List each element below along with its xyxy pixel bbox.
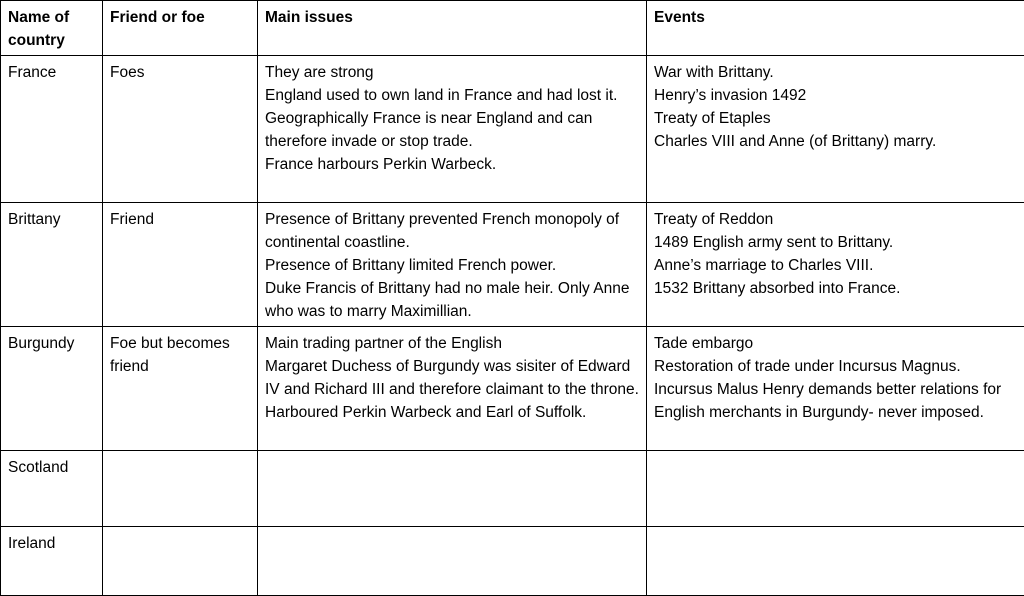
event-line: Henry’s invasion 1492 <box>654 84 1019 107</box>
issues-cell <box>258 327 647 451</box>
table-row <box>1 527 1024 596</box>
country-cell: France <box>1 56 103 203</box>
events-cell <box>647 327 1024 451</box>
events-cell <box>647 451 1024 527</box>
event-line: Restoration of trade under Incursus Magnus. <box>654 355 1019 378</box>
country-cell: Burgundy <box>1 327 103 451</box>
table-row <box>1 203 1024 327</box>
events-cell <box>647 527 1024 596</box>
status-cell: Friend <box>103 203 258 327</box>
header-friend-or-foe: Friend or foe <box>103 1 258 56</box>
issues-cell <box>258 451 647 527</box>
table-row <box>1 327 1024 451</box>
table-row <box>1 451 1024 527</box>
issue-line: Duke Francis of Brittany had no male heir. Only Anne who was to marry Maximillian. <box>265 277 639 323</box>
issue-line: Harboured Perkin Warbeck and Earl of Suffolk. <box>265 401 639 424</box>
header-main-issues: Main issues <box>258 1 647 56</box>
issue-line: Margaret Duchess of Burgundy was sisiter of Edward IV and Richard III and therefore claimant to the throne. <box>265 355 639 401</box>
issue-line: Main trading partner of the English <box>265 332 639 355</box>
event-line: Treaty of Etaples <box>654 107 1019 130</box>
status-cell: Foes <box>103 56 258 203</box>
issue-line: Presence of Brittany prevented French monopoly of continental coastline. <box>265 208 639 254</box>
country-cell: Scotland <box>1 451 103 527</box>
status-cell <box>103 451 258 527</box>
event-line: Anne’s marriage to Charles VIII. <box>654 254 1019 277</box>
issue-line: England used to own land in France and had lost it. <box>265 84 639 107</box>
header-events: Events <box>647 1 1024 56</box>
event-line: Treaty of Reddon <box>654 208 1019 231</box>
issues-cell <box>258 527 647 596</box>
country-cell: Brittany <box>1 203 103 327</box>
events-cell <box>647 203 1024 327</box>
issue-line: Geographically France is near England and can therefore invade or stop trade. <box>265 107 639 153</box>
status-cell: Foe but becomes friend <box>103 327 258 451</box>
event-line: Tade embargo <box>654 332 1019 355</box>
status-cell <box>103 527 258 596</box>
table-row <box>1 56 1024 203</box>
events-cell <box>647 56 1024 203</box>
header-country: Name of country <box>1 1 103 56</box>
issue-line: Presence of Brittany limited French power. <box>265 254 639 277</box>
event-line: 1489 English army sent to Brittany. <box>654 231 1019 254</box>
event-line: Incursus Malus Henry demands better relations for English merchants in Burgundy- never imposed. <box>654 378 1019 424</box>
event-line: Charles VIII and Anne (of Brittany) marry. <box>654 130 1019 153</box>
issues-cell <box>258 203 647 327</box>
header-row <box>1 1 1024 56</box>
issues-cell <box>258 56 647 203</box>
issue-line: They are strong <box>265 61 639 84</box>
event-line: 1532 Brittany absorbed into France. <box>654 277 1019 300</box>
country-cell: Ireland <box>1 527 103 596</box>
issue-line: France harbours Perkin Warbeck. <box>265 153 639 176</box>
event-line: War with Brittany. <box>654 61 1019 84</box>
